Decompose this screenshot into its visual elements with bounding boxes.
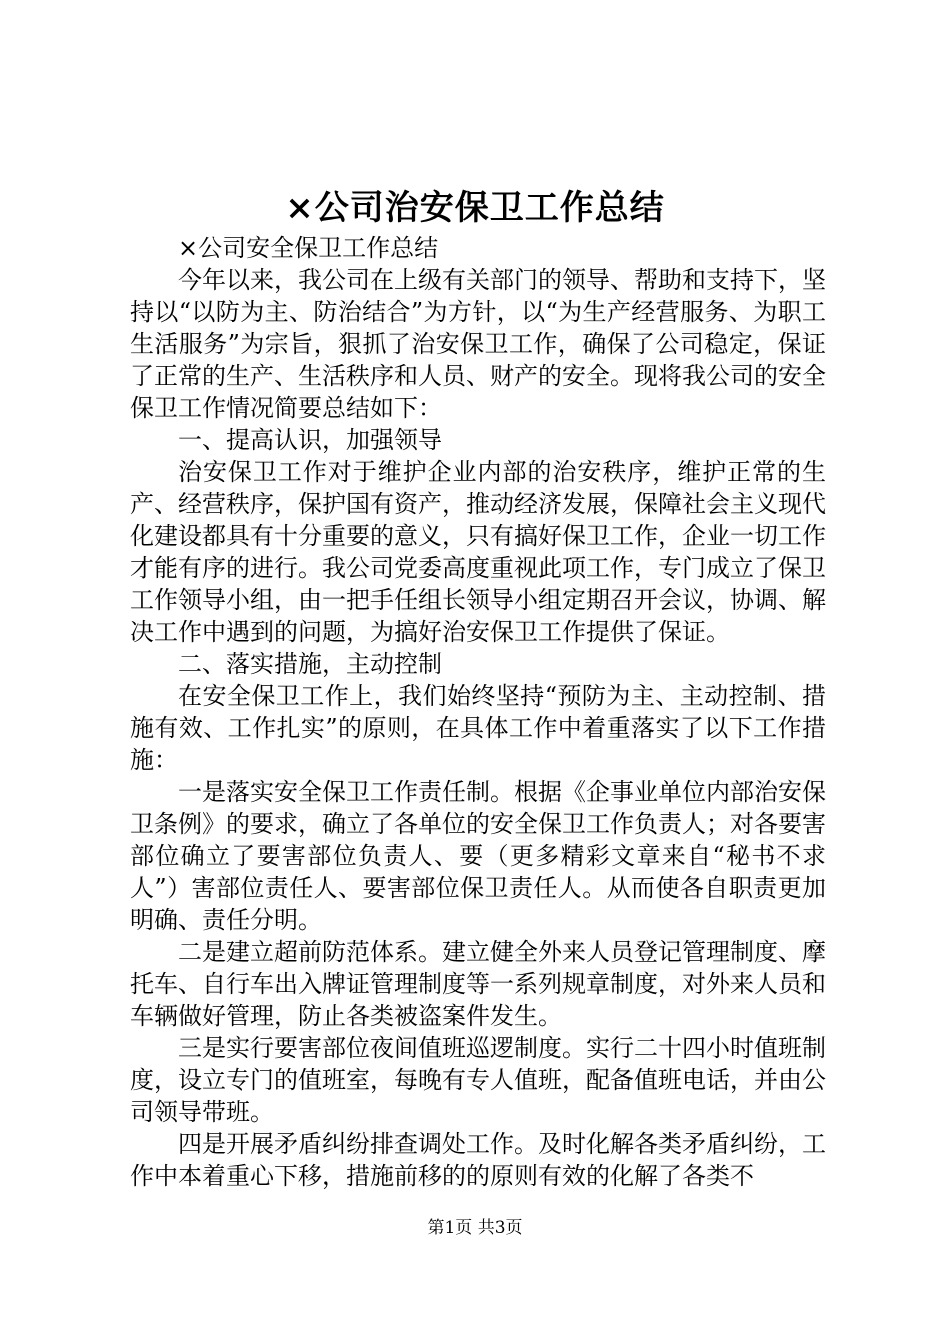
- page-number-footer: 第1页 共3页: [427, 1218, 523, 1238]
- document-subtitle: ×公司安全保卫工作总结: [178, 234, 439, 262]
- section-heading-2: 二、落实措施，主动控制: [178, 650, 442, 678]
- paragraph-measure-2: 二是建立超前防范体系。建立健全外来人员登记管理制度、摩托车、自行车出入牌证管理制度等一系列规章制度，对外来人员和车辆做好管理，防止各类被盗案件发生。: [130, 938, 826, 1030]
- paragraph-measure-1: 一是落实安全保卫工作责任制。根据《企事业单位内部治安保卫条例》的要求，确立了各单位的安全保卫工作负责人；对各要害部位确立了要害部位负责人、要（更多精彩文章来自“秘书不求人”）害部位责任人、要害部位保卫责任人。从而使各自职责更加明确、责任分明。: [130, 778, 826, 934]
- paragraph-section-2-intro: 在安全保卫工作上，我们始终坚持“预防为主、主动控制、措施有效、工作扎实”的原则，在具体工作中着重落实了以下工作措施：: [130, 682, 826, 774]
- paragraph-measure-4: 四是开展矛盾纠纷排查调处工作。及时化解各类矛盾纠纷，工作中本着重心下移，措施前移的的原则有效的化解了各类不: [130, 1130, 826, 1190]
- document-title: ×公司治安保卫工作总结: [285, 188, 665, 228]
- section-heading-1: 一、提高认识，加强领导: [178, 426, 442, 454]
- paragraph-section-1: 治安保卫工作对于维护企业内部的治安秩序，维护正常的生产、经营秩序，保护国有资产，推动经济发展，保障社会主义现代化建设都具有十分重要的意义，只有搞好保卫工作，企业一切工作才能有序的进行。我公司党委高度重视此项工作，专门成立了保卫工作领导小组，由一把手任组长领导小组定期召开会议，协调、解决工作中遇到的问题，为搞好治安保卫工作提供了保证。: [130, 458, 826, 646]
- paragraph-intro: 今年以来，我公司在上级有关部门的领导、帮助和支持下，坚持以“以防为主、防治结合”为方针，以“为生产经营服务、为职工生活服务”为宗旨，狠抓了治安保卫工作，确保了公司稳定，保证了正常的生产、生活秩序和人员、财产的安全。现将我公司的安全保卫工作情况简要总结如下：: [130, 266, 826, 422]
- paragraph-measure-3: 三是实行要害部位夜间值班巡逻制度。实行二十四小时值班制度，设立专门的值班室，每晚有专人值班，配备值班电话，并由公司领导带班。: [130, 1034, 826, 1126]
- document-body: [130, 232, 826, 1192]
